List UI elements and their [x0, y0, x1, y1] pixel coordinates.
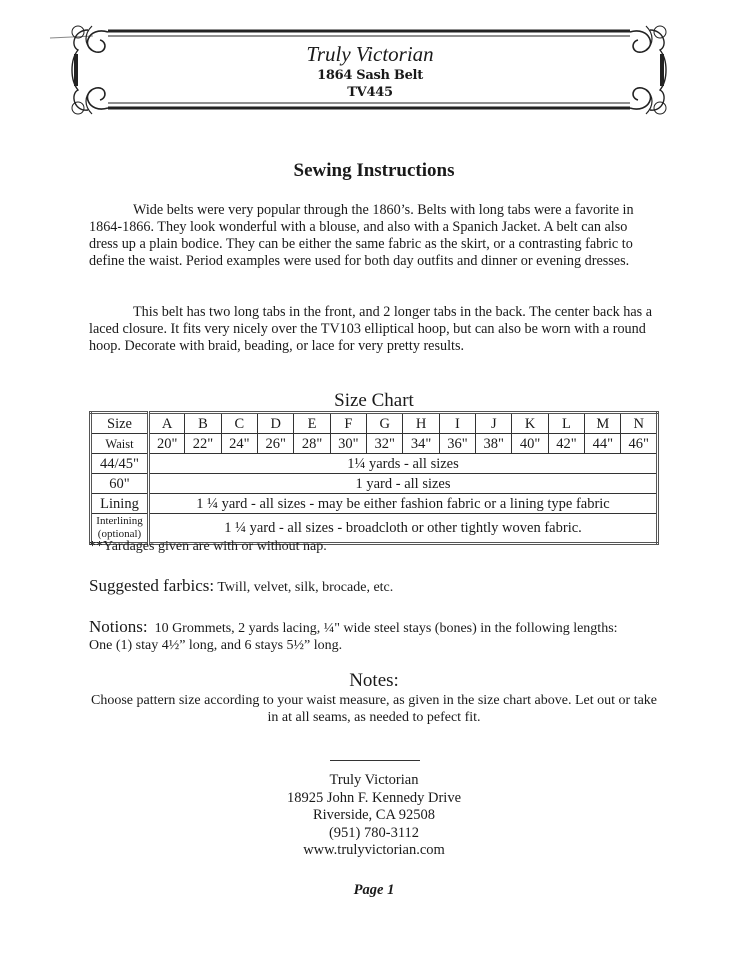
yardage-footnote: **Yardages given are with or without nap.	[89, 539, 327, 554]
intro-paragraph	[89, 202, 657, 270]
notes-body: Choose pattern size according to your waist measure, as given in the size chart above. Let out or take in at all seams, as needed to pefect fit.	[90, 693, 658, 725]
section-title: Sewing Instructions	[293, 160, 455, 181]
notions	[89, 618, 659, 654]
yardage-value: 1 ¼ yard - all sizes - broadcloth or other tightly woven fabric.	[149, 514, 658, 544]
waist-cell: 44"	[585, 434, 621, 454]
size-cell: N	[621, 413, 658, 434]
yardage-row-44-45	[91, 454, 658, 474]
suggested-fabrics	[89, 577, 659, 596]
waist-row	[91, 434, 658, 454]
street-address: 18925 John F. Kennedy Drive	[286, 789, 462, 806]
company-name: Truly Victorian	[329, 772, 419, 788]
waist-cell: 20"	[149, 434, 185, 454]
page-number: Page 1	[353, 882, 395, 898]
lining-label: Lining	[91, 494, 149, 514]
belt-description-paragraph	[89, 304, 657, 355]
yardage-value: 1 ¼ yard - all sizes - may be either fashion fabric or a lining type fabric	[149, 494, 658, 514]
website-link[interactable]: www.trulyvictorian.com	[303, 842, 445, 858]
waist-cell: 32"	[367, 434, 403, 454]
pattern-number: TV445	[347, 85, 393, 100]
waist-cell: 34"	[403, 434, 439, 454]
size-cell: H	[403, 413, 439, 434]
waist-cell: 38"	[476, 434, 512, 454]
size-chart-table	[89, 411, 659, 545]
brand-title: Truly Victorian	[306, 42, 434, 66]
size-cell: M	[585, 413, 621, 434]
interlining-label-line1: Interlining	[96, 515, 143, 527]
waist-cell: 24"	[221, 434, 257, 454]
size-label: Size	[91, 413, 149, 434]
waist-cell: 46"	[621, 434, 658, 454]
waist-cell: 42"	[548, 434, 584, 454]
yardage-row-lining	[91, 494, 658, 514]
waist-cell: 22"	[185, 434, 221, 454]
divider	[330, 760, 420, 761]
size-cell: E	[294, 413, 330, 434]
fabric-width-label: 60"	[91, 474, 149, 494]
size-cell: D	[258, 413, 294, 434]
waist-cell: 28"	[294, 434, 330, 454]
interlining-label-line2: (optional)	[97, 528, 142, 540]
yardage-row-60	[91, 474, 658, 494]
yardage-value: 1¼ yards - all sizes	[149, 454, 658, 474]
notions-label: Notions:	[89, 617, 148, 636]
pattern-name: 1864 Sash Belt	[317, 68, 423, 83]
waist-cell: 26"	[258, 434, 294, 454]
size-cell: A	[149, 413, 185, 434]
size-row	[91, 413, 658, 434]
size-cell: K	[512, 413, 548, 434]
size-cell: G	[367, 413, 403, 434]
waist-cell: 30"	[330, 434, 366, 454]
size-cell: B	[185, 413, 221, 434]
waist-cell: 36"	[439, 434, 475, 454]
suggested-fabrics-value: Twill, velvet, silk, brocade, etc.	[217, 580, 394, 595]
size-cell: L	[548, 413, 584, 434]
phone-number: (951) 780-3112	[328, 824, 420, 841]
size-cell: J	[476, 413, 512, 434]
size-cell: C	[221, 413, 257, 434]
waist-cell: 40"	[512, 434, 548, 454]
suggested-fabrics-label: Suggested farbics:	[89, 576, 215, 595]
yardage-value: 1 yard - all sizes	[149, 474, 658, 494]
fabric-width-label: 44/45"	[91, 454, 149, 474]
city-state-zip: Riverside, CA 92508	[312, 807, 436, 823]
waist-label: Waist	[91, 434, 149, 454]
notions-value-line1: 10 Grommets, 2 yards lacing, ¼" wide steel stays (bones) in the following lengths:	[154, 621, 618, 636]
size-cell: I	[439, 413, 475, 434]
belt-description-text: This belt has two long tabs in the front, and 2 longer tabs in the back. The center back has a laced closure. It fits very nicely over the TV103 elliptical hoop, but can also be worn with a round hoop. Decorate with braid, beading, or lace for very pretty results.	[89, 304, 653, 354]
intro-paragraph-text: Wide belts were very popular through the 1860’s. Belts with long tabs were a favorite in 1864-1866. They look wonderful with a blouse, and also with a Spanich Jacket. A belt can also dress up a plain bodice. They can be either the same fabric as the skirt, or a contrasting fabric to define the waist. Period examples were used for both day outfits and dinner or evening dresses.	[89, 202, 634, 269]
notions-value-line2: One (1) stay 4½” long, and 6 stays 5½” long.	[89, 638, 343, 653]
notes-title: Notes:	[349, 670, 399, 691]
size-cell: F	[330, 413, 366, 434]
contact-address	[0, 772, 740, 860]
size-chart-title: Size Chart	[334, 390, 414, 411]
